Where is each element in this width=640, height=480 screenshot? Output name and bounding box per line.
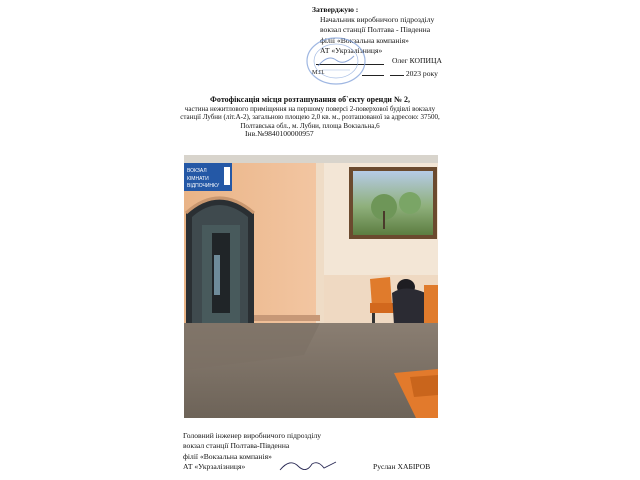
- sign-label-1: ВОКЗАЛ: [187, 168, 207, 174]
- stamp-abbr: М.П.: [312, 70, 325, 77]
- title-desc-2: станції Лубни (літ.А-2), загальною площею 2,0 кв. м., розташованої за адресою: 37500,: [180, 113, 440, 122]
- footer-signer: Руслан ХАБІРОВ: [373, 462, 431, 472]
- interior-photo-illustration: [184, 155, 438, 418]
- approval-signer: Олег КОПИЦА: [392, 56, 442, 66]
- footer-unit: вокзал станції Полтава-Південна: [183, 441, 290, 451]
- title-desc-1: частина нежитлового приміщення на першому поверсі 2-поверхової будівлі вокзалу: [184, 104, 436, 113]
- approval-date: [362, 67, 438, 79]
- handwritten-signature: [278, 456, 338, 474]
- approval-header: Затверджую :: [312, 5, 359, 14]
- document-title: [175, 96, 445, 139]
- approval-company: АТ «Укрзалізниця»: [320, 45, 383, 55]
- approval-year: 2023 року: [405, 69, 438, 79]
- date-month-line: [390, 67, 404, 76]
- footer-branch: філії «Вокзальна компанія»: [183, 451, 272, 461]
- footer-signature-block: [183, 431, 483, 473]
- sign-label-2: КІМНАТИ: [187, 176, 209, 182]
- premises-photo: [184, 155, 438, 418]
- title-heading: Фотофіксація місця розташування об`єкту оренди № 2,: [210, 95, 410, 104]
- footer-company: АТ «Укрзалізниця»: [183, 462, 246, 472]
- footer-last-row: [183, 462, 483, 472]
- approval-branch: філії «Вокзальна компанія»: [320, 35, 409, 45]
- inventory-number: Інв.№9840100000957: [245, 129, 314, 139]
- footer-position: Головний інженер виробничого підрозділу: [183, 431, 322, 440]
- approval-unit: вокзал станції Полтава - Південна: [320, 25, 431, 35]
- title-desc-3: Полтавська обл., м. Лубни, площа Вокзальна,6: [240, 121, 380, 130]
- official-stamp: [304, 36, 368, 86]
- sign-label-3: ВІДПОЧИНКУ: [187, 183, 220, 189]
- approval-position: Начальник виробничого підрозділу: [320, 15, 435, 25]
